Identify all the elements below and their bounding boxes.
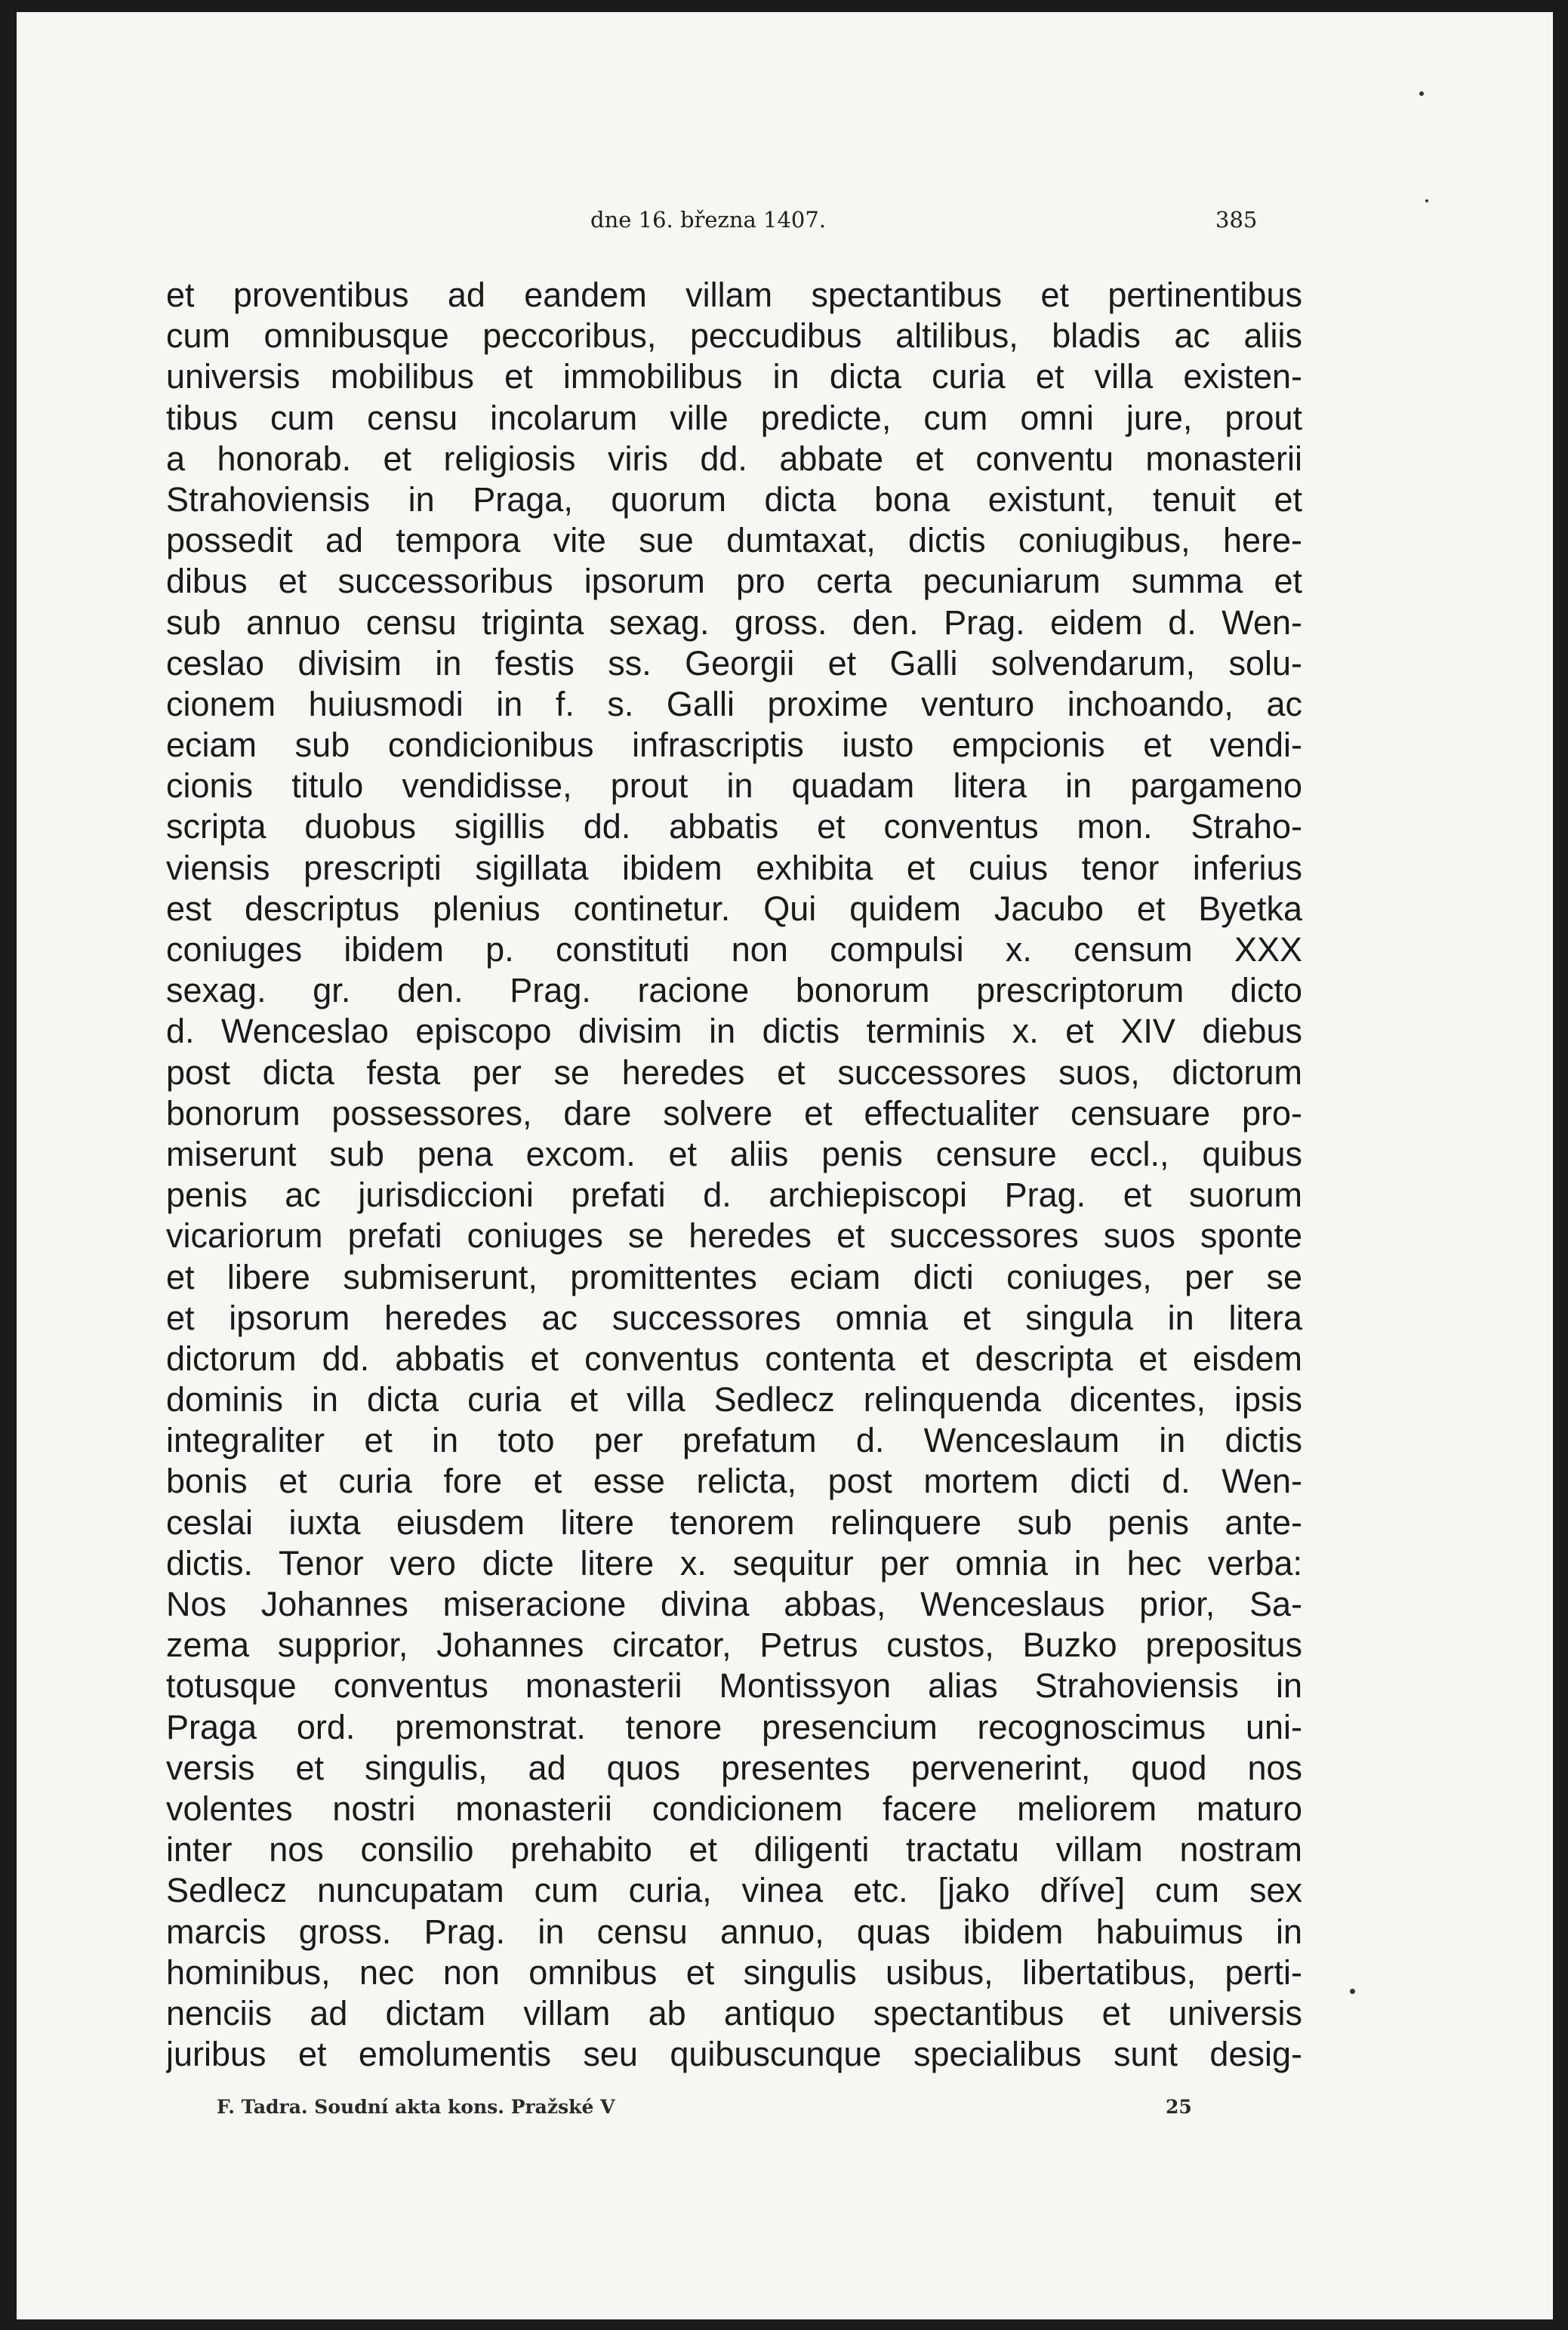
text-line: Nos Johannes miseracione divina abbas, Wenceslaus prior, Sa- bbox=[166, 1585, 1302, 1623]
text-line: versis et singulis, ad quos presentes pervenerint, quod nos bbox=[166, 1748, 1302, 1787]
text-line: Praga ord. premonstrat. tenore presencium recognoscimus uni- bbox=[166, 1707, 1302, 1746]
book-page bbox=[17, 12, 1553, 2319]
text-line: ceslai iuxta eiusdem litere tenorem relinquere sub penis ante- bbox=[166, 1502, 1302, 1542]
scan-border-left bbox=[0, 0, 17, 2330]
scan-border-bottom bbox=[0, 2319, 1568, 2330]
text-line: totusque conventus monasterii Montissyon alias Strahoviensis in bbox=[166, 1666, 1302, 1706]
text-line: juribus et emolumentis seu quibuscunque specialibus sunt desig- bbox=[166, 2035, 1302, 2074]
text-line: et libere submiserunt, promittentes eciam dicti coniuges, per se bbox=[166, 1257, 1302, 1296]
text-line: nenciis ad dictam villam ab antiquo spectantibus et universis bbox=[166, 1993, 1302, 2033]
running-head-title: dne 16. března 1407. bbox=[590, 207, 827, 233]
text-line: et proventibus ad eandem villam spectantibus et pertinentibus bbox=[166, 276, 1302, 314]
text-line: volentes nostri monasterii condicionem facere meliorem maturo bbox=[166, 1789, 1302, 1828]
text-line: et ipsorum heredes ac successores omnia et singula in litera bbox=[166, 1298, 1302, 1337]
text-line: bonis et curia fore et esse relicta, post mortem dicti d. Wen- bbox=[166, 1462, 1302, 1501]
text-line: bonorum possessores, dare solvere et effectualiter censuare pro- bbox=[166, 1093, 1302, 1133]
text-line: cionem huiusmodi in f. s. Galli proxime venturo inchoando, ac bbox=[166, 684, 1302, 723]
text-line: sub annuo censu triginta sexag. gross. den. Prag. eidem d. Wen- bbox=[166, 603, 1302, 642]
text-line: hominibus, nec non omnibus et singulis usibus, libertatibus, perti- bbox=[166, 1952, 1302, 1992]
text-line: dominis in dicta curia et villa Sedlecz relinquenda dicentes, ipsis bbox=[166, 1380, 1302, 1419]
text-line: scripta duobus sigillis dd. abbatis et conventus mon. Straho- bbox=[166, 807, 1302, 846]
text-line: cum omnibusque peccoribus, peccudibus altilibus, bladis ac aliis bbox=[166, 316, 1302, 356]
text-line: dictorum dd. abbatis et conventus contenta et descripta et eisdem bbox=[166, 1339, 1302, 1378]
text-line: miserunt sub pena excom. et aliis penis censure eccl., quibus bbox=[166, 1134, 1302, 1173]
scan-speck bbox=[1350, 1989, 1355, 1994]
scan-border-top bbox=[0, 0, 1568, 12]
text-line: possedit ad tempora vite sue dumtaxat, dictis coniugibus, here- bbox=[166, 521, 1302, 560]
text-line: eciam sub condicionibus infrascriptis iusto empcionis et vendi- bbox=[166, 726, 1302, 765]
text-line: cionis titulo vendidisse, prout in quadam litera in pargameno bbox=[166, 766, 1302, 806]
text-line: Sedlecz nuncupatam cum curia, vinea etc. [jako dříve] cum sex bbox=[166, 1871, 1302, 1910]
text-line: zema supprior, Johannes circator, Petrus custos, Buzko prepositus bbox=[166, 1626, 1302, 1665]
page-number: 385 bbox=[1215, 207, 1258, 233]
text-line: coniuges ibidem p. constituti non compulsi x. censum XXX bbox=[166, 930, 1302, 969]
text-line: inter nos consilio prehabito et diligenti tractatu villam nostram bbox=[166, 1830, 1302, 1869]
text-line: penis ac jurisdiccioni prefati d. archiepiscopi Prag. et suorum bbox=[166, 1176, 1302, 1215]
text-line: post dicta festa per se heredes et successores suos, dictorum bbox=[166, 1053, 1302, 1092]
text-line: est descriptus plenius continetur. Qui quidem Jacubo et Byetka bbox=[166, 889, 1302, 928]
text-line: sexag. gr. den. Prag. racione bonorum prescriptorum dicto bbox=[166, 971, 1302, 1010]
page-footer bbox=[17, 2096, 1553, 2126]
text-line: ceslao divisim in festis ss. Georgii et Galli solvendarum, solu- bbox=[166, 643, 1302, 683]
running-head bbox=[17, 207, 1553, 245]
text-line: dictis. Tenor vero dicte litere x. sequitur per omnia in hec verba: bbox=[166, 1543, 1302, 1583]
printer-signature: F. Tadra. Soudní akta kons. Pražské V bbox=[217, 2096, 615, 2118]
text-line: Strahoviensis in Praga, quorum dicta bona existunt, tenuit et bbox=[166, 479, 1302, 519]
text-line: vicariorum prefati coniuges se heredes et successores suos sponte bbox=[166, 1216, 1302, 1256]
text-line: marcis gross. Prag. in censu annuo, quas ibidem habuimus in bbox=[166, 1912, 1302, 1951]
body-text bbox=[166, 275, 1302, 2075]
sheet-number: 25 bbox=[1166, 2096, 1192, 2118]
text-line: integraliter et in toto per prefatum d. Wenceslaum in dictis bbox=[166, 1421, 1302, 1460]
text-line: tibus cum censu incolarum ville predicte, cum omni jure, prout bbox=[166, 398, 1302, 437]
text-line: universis mobilibus et immobilibus in dicta curia et villa existen- bbox=[166, 357, 1302, 396]
scan-speck bbox=[1425, 199, 1428, 202]
text-line: viensis prescripti sigillata ibidem exhibita et cuius tenor inferius bbox=[166, 848, 1302, 887]
scan-speck bbox=[1419, 91, 1424, 96]
scan-border-right bbox=[1553, 0, 1568, 2330]
text-line: a honorab. et religiosis viris dd. abbate et conventu monasterii bbox=[166, 439, 1302, 478]
text-line: dibus et successoribus ipsorum pro certa pecuniarum summa et bbox=[166, 562, 1302, 601]
text-line: d. Wenceslao episcopo divisim in dictis terminis x. et XIV diebus bbox=[166, 1012, 1302, 1051]
